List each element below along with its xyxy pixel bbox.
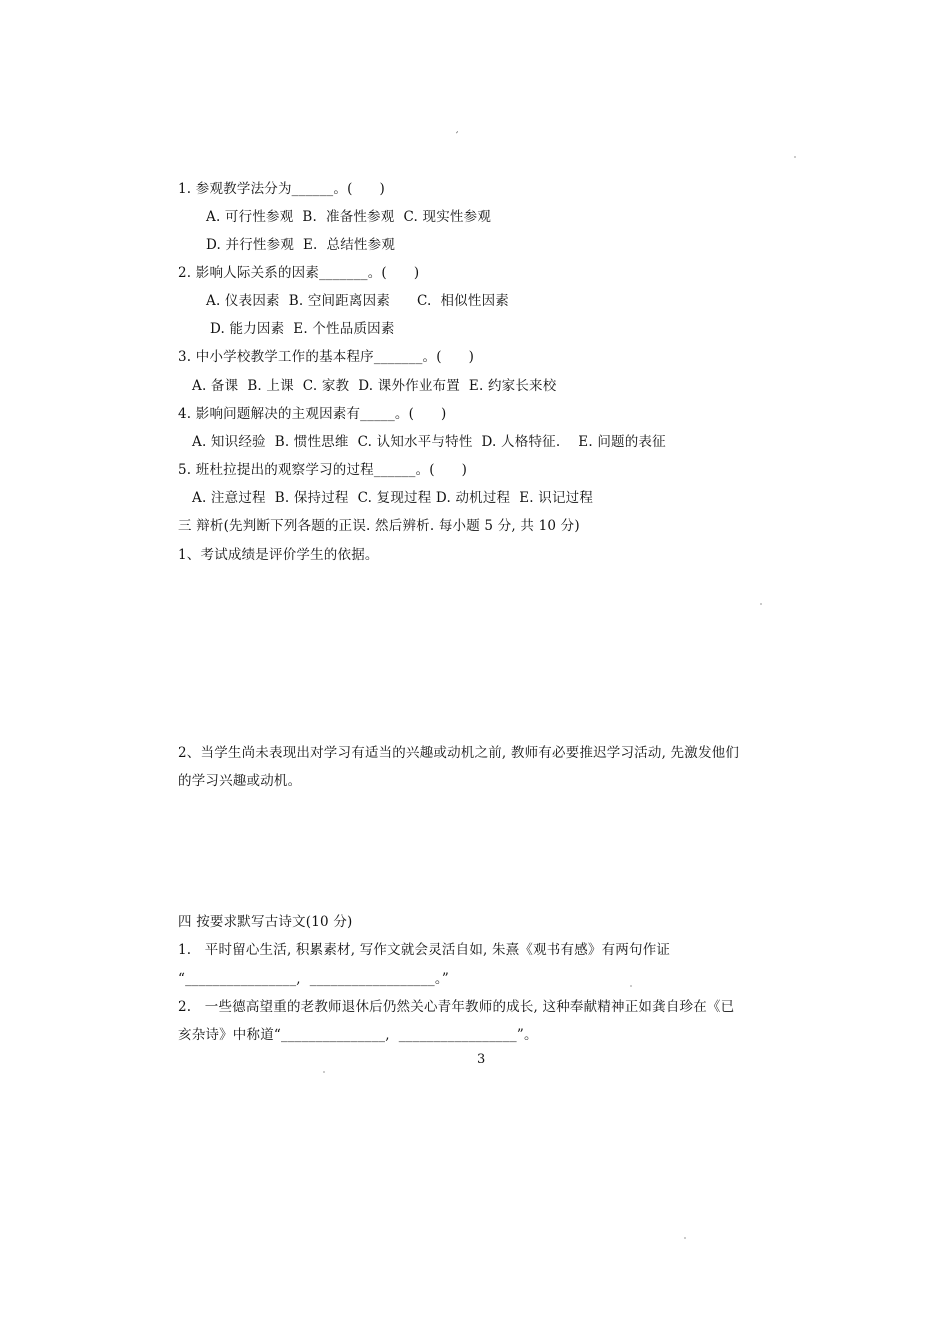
section-3-heading: 三 辩析(先判断下列各题的正误. 然后辨析. 每小题 5 分, 共 10 分) [178, 518, 580, 534]
section-3-item-1: 1、考试成绩是评价学生的依据。 [178, 547, 379, 563]
section-3-item-2-line-1: 2、当学生尚未表现出对学习有适当的兴趣或动机之前, 教师有必要推迟学习活动, 先激发他们 [178, 745, 740, 761]
question-4-stem: 4. 影响问题解决的主观因素有_____。( ) [178, 406, 447, 422]
question-3-options: A. 备课 B. 上课 C. 家教 D. 课外作业布置 E. 约家长来校 [192, 378, 557, 394]
page-number: 3 [477, 1052, 486, 1067]
question-2-stem: 2. 影响人际关系的因素_______。( ) [178, 265, 420, 281]
scan-noise [794, 156, 796, 158]
question-5-options: A. 注意过程 B. 保持过程 C. 复现过程 D. 动机过程 E. 识记过程 [192, 490, 594, 506]
section-4-heading: 四 按要求默写古诗文(10 分) [178, 914, 353, 930]
question-3-stem: 3. 中小学校教学工作的基本程序_______。( ) [178, 349, 475, 365]
question-2-options-row-1: A. 仪表因素 B. 空间距离因素 C. 相似性因素 [206, 293, 509, 309]
question-1-options-row-1: A. 可行性参观 B. 准备性参观 C. 现实性参观 [206, 209, 492, 225]
stray-mark: ′ [456, 131, 459, 142]
question-4-options: A. 知识经验 B. 惯性思维 C. 认知水平与特性 D. 人格特征. E. 问题的表征 [192, 434, 666, 450]
question-5-stem: 5. 班杜拉提出的观察学习的过程______。( ) [178, 462, 468, 478]
section-4-item-2-line-1: 2. 一些德高望重的老教师退休后仍然关心青年教师的成长, 这种奉献精神正如龚自珍在《已 [178, 999, 735, 1015]
question-1-options-row-2: D. 并行性参观 E. 总结性参观 [206, 237, 396, 253]
scan-noise [760, 603, 762, 605]
section-4-item-1-line-2: “________________, __________________。” [178, 971, 449, 987]
question-1-stem: 1. 参观教学法分为______。( ) [178, 181, 385, 197]
section-4-item-2-line-2: 亥杂诗》中称道“_______________, _________________”。 [178, 1027, 538, 1043]
scan-noise [630, 985, 632, 987]
section-3-item-2-line-2: 的学习兴趣或动机。 [178, 773, 302, 789]
section-4-item-1-line-1: 1. 平时留心生活, 积累素材, 写作文就会灵活自如, 朱熹《观书有感》有两句作证 [178, 942, 671, 958]
scan-noise [323, 1071, 325, 1073]
scan-noise [684, 1237, 686, 1239]
question-2-options-row-2: D. 能力因素 E. 个性品质因素 [210, 321, 395, 337]
